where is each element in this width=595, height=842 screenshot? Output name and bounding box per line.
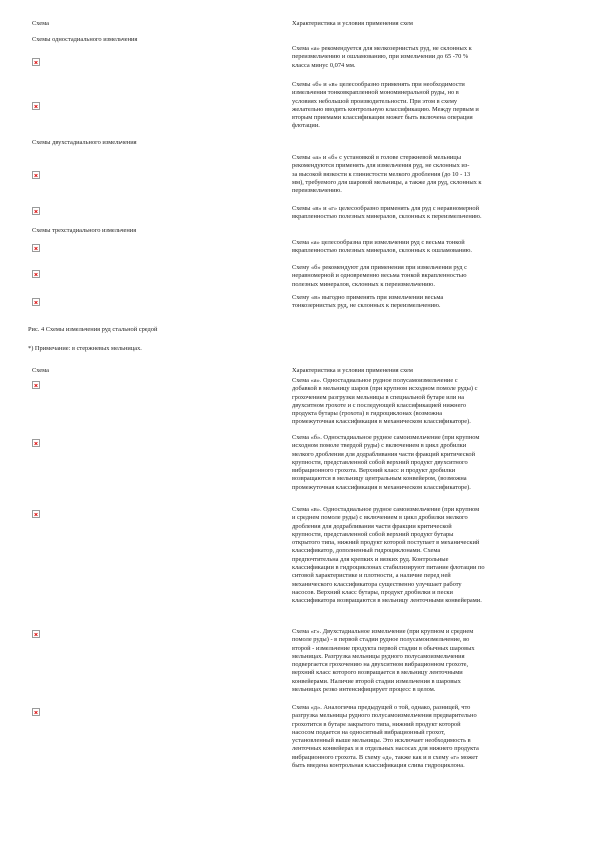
broken-image-icon [32, 244, 40, 252]
group-three-stage-label: Схемы трехстадиального измельчения [32, 227, 137, 234]
broken-image-icon [32, 102, 40, 110]
group-one-stage-label: Схемы одностадиального измельчения [32, 36, 138, 43]
desc-three-stage-a: Схема «а» целесообразна при измельчении руд с весьма тонкой вкрапленностью полезных минералов, склонных к ошламованию. [292, 239, 473, 255]
broken-image-icon [32, 630, 40, 638]
desc-two-stage-vg: Схемы «в» и «г» целесообразно применять для руд с неравномерной вкрапленностью полезных минералов, склонных к переизмельчению. [292, 205, 482, 221]
desc-one-stage-bv: Схемы «б» и «в» целесообразно применять при необходимости измельчения тонковкрапленной мономинеральной руды, но в условиях небольшой производительности. При этом в схему желательно вводить контрольную классификацию. Между первым и вторым приемами классификации может быть включена операция флотации. [292, 81, 479, 130]
desc-one-stage-a: Схема «а» рекомендуется для мелкозернистых руд, не склонных к переизмельчению и ошламованию, при измельчении до 65 -70 % класса минус 0,074 мм. [292, 45, 472, 69]
desc-two-stage-ab: Схемы «а» и «б» с установкой в голове стержневой мельницы рекомендуются применять для измельчения руд, не склонных из- за высокой вязкости к глинистости мелкого дробления (до 10 - 13 мм), требуемого для шаровой мельницы, а также для руд, склонных к переизмельчению. [292, 154, 482, 195]
footnote: *) Примечание: в стержневых мельницах. [28, 345, 142, 352]
desc-self-grinding-v: Схема «в». Одностадиальное рудное самоизмельчение (при крупном и среднем помоле руды) с включением в цикл дробилки мелкого дробления для додрабливания части фракции критической крупности, представленной собой верхний продукт бутары открытого типа, нижний продукт которой поступает в механический классификатор, дополненный гидроциклонами. Схема предпочтительна для крепких и вязких руд. Контрольные классификации в гидроциклонах стабилизируют питание флотации по ситовой характеристике и плотности, а наличие перед ней механического классификатора существенно улучшает работу насосов. Верхний класс бутары, продукт дробилки и пески классификатора возвращаются в мельницу ленточными конвейерами. [292, 506, 485, 605]
group-two-stage-label: Схемы двухстадиального измельчения [32, 139, 137, 146]
table2-header-scheme: Схема [32, 367, 49, 374]
broken-image-icon [32, 510, 40, 518]
desc-self-grinding-g: Схема «г». Двухстадиальное измельчение (при крупном и среднем помоле руды) - в первой стадии рудное полусамоизмельчение, во второй - измельчение продукта первой стадии в обычных шаровых мельницах. Разгрузка мельницы рудного полусамоизмельчения подвергается грохочению на двухситном вибрационном грохоте, верхний класс которого возвращается в мельницу ленточными конвейерами. Наличие второй стадии измельчения в шаровых мельницах резко интенсифицирует процесс в целом. [292, 628, 475, 694]
table2-header-description: Характеристика и условия применения схем [292, 367, 413, 374]
desc-self-grinding-a: Схема «а». Одностадиальное рудное полусамоизмельчение с добавкой в мельницу шаров (при крупном исходном помоле руды) с грохочением разгрузки мельницы в специальной бутаре или на двухситном грохоте и с последующей классификацией нижнего продукта бутары (грохота) в гидроциклонах (возможна промежуточная классификация в механическом классификаторе). [292, 377, 478, 426]
broken-image-icon [32, 708, 40, 716]
figure-caption: Рис. 4 Схемы измельчения руд стальной средой [28, 326, 158, 333]
broken-image-icon [32, 381, 40, 389]
broken-image-icon [32, 207, 40, 215]
desc-self-grinding-b: Схема «б». Одностадиальное рудное самоизмельчение (при крупном исходном помоле твердой руды) с включением в цикл дробилки мелкого дробления для додрабливания части фракций критической крупности, представленной собой верхний продукт двухситного вибрационного грохота. Верхний класс и продукт дробилки возвращаются в мельницу центральным конвейером, (возможна промежуточная классификация в механическом классификаторе). [292, 434, 480, 491]
table1-header-scheme: Схема [32, 20, 49, 27]
broken-image-icon [32, 58, 40, 66]
broken-image-icon [32, 298, 40, 306]
table1-header-description: Характеристика и условия применения схем [292, 20, 413, 27]
broken-image-icon [32, 270, 40, 278]
desc-three-stage-b: Схему «б» рекомендуют для применения при измельчении руд с неравномерной и одновременно весьма тонкой вкрапленностью полезных минералов, склонных к переизмельчению. [292, 264, 467, 288]
desc-three-stage-v: Схему «в» выгодно применять при измельчении весьма тонкозернистых руд, не склонных к переизмельчению. [292, 294, 444, 310]
broken-image-icon [32, 171, 40, 179]
desc-self-grinding-d: Схема «д». Аналогична предыдущей о той, однако, разницей, что разгрузка мельницы рудного полусамоизмельчения предварительно грохотится в бутаре закрытого типа, нижний продукт которой насосом подается на односитный вибрационный грохот, установленный выше мельницы. Это исключает необходимость в ленточных конвейерах и в отдельных насосах для нижнего продукта вибрационного грохота. В схему «д», также как и в схему «г» может быть введена контрольная классификация слива гидроциклона. [292, 704, 479, 770]
broken-image-icon [32, 439, 40, 447]
